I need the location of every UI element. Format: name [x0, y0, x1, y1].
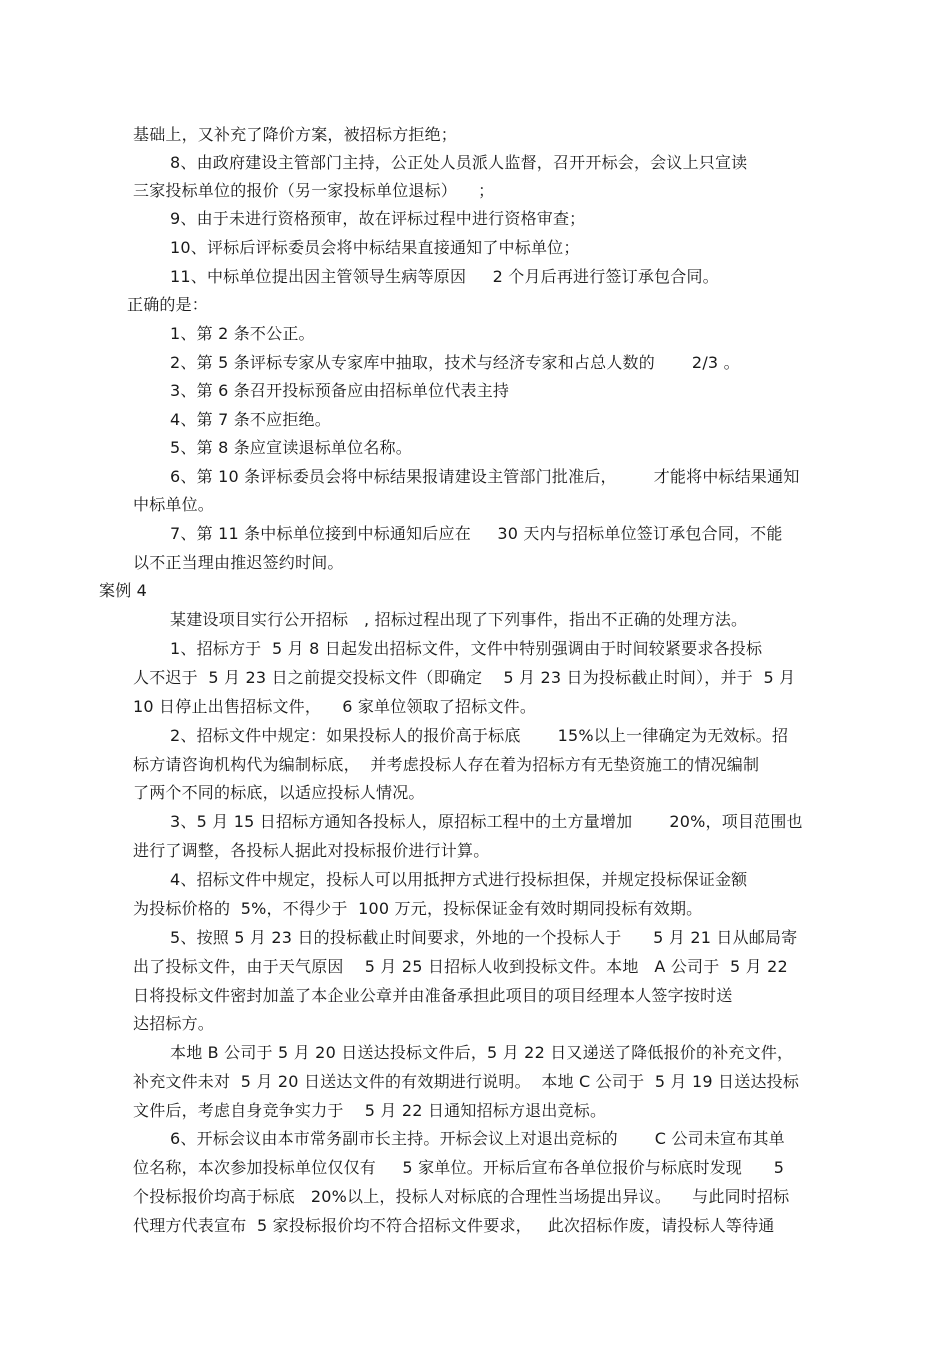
text-line: 基础上，又补充了降价方案，被招标方拒绝； — [133, 125, 458, 144]
text-line: 4、第 7 条不应拒绝。 — [170, 410, 331, 429]
text-line: 进行了调整，各投标人据此对投标报价进行计算。 — [133, 841, 490, 860]
text-line: 标方请咨询机构代为编制标底， 并考虑投标人存在着为招标方有无垫资施工的情况编制 — [133, 755, 760, 774]
text-line: 9、由于未进行资格预审，故在评标过程中进行资格审查； — [170, 209, 586, 228]
text-line: 8、由政府建设主管部门主持，公正处人员派人监督，召开开标会，会议上只宣读 — [170, 153, 748, 172]
text-line: 日将投标文件密封加盖了本企业公章并由准备承担此项目的项目经理本人签字按时送 — [133, 986, 733, 1005]
section-heading: 案例 4 — [99, 581, 148, 600]
text-line: 代理方代表宣布 5 家投标报价均不符合招标文件要求， 此次招标作废，请投标人等待通 — [133, 1216, 775, 1235]
text-line: 1、第 2 条不公正。 — [170, 324, 315, 343]
text-line: 人不迟于 5 月 23 日之前提交投标文件（即确定 5 月 23 日为投标截止时间），并于 5 月 — [133, 668, 796, 687]
text-line: 达招标方。 — [133, 1014, 215, 1033]
text-line: 个投标报价均高于标底 20%以上，投标人对标底的合理性当场提出异议。 与此同时招标 — [133, 1187, 790, 1206]
text-line: 出了投标文件，由于天气原因 5 月 25 日招标人收到投标文件。本地 A 公司于 5 月 22 — [133, 957, 788, 976]
text-line: 10、评标后评标委员会将中标结果直接通知了中标单位； — [170, 238, 580, 257]
text-line: 以不正当理由推迟签约时间。 — [133, 553, 344, 572]
text-line: 中标单位。 — [133, 495, 215, 514]
text-line: 三家投标单位的报价（另一家投标单位退标） ； — [133, 181, 495, 200]
text-line: 11、中标单位提出因主管领导生病等原因 2 个月后再进行签订承包合同。 — [170, 267, 719, 286]
text-line: 1、招标方于 5 月 8 日起发出招标文件，文件中特别强调由于时间较紧要求各投标 — [170, 639, 763, 658]
text-line: 5、按照 5 月 23 日的投标截止时间要求，外地的一个投标人于 5 月 21 日从邮局寄 — [170, 928, 798, 947]
text-line: 5、第 8 条应宣读退标单位名称。 — [170, 438, 412, 457]
text-line: 文件后，考虑自身竞争实力于 5 月 22 日通知招标方退出竞标。 — [133, 1101, 607, 1120]
text-line: 3、第 6 条召开投标预备应由招标单位代表主持 — [170, 381, 510, 400]
text-line: 某建设项目实行公开招标 , 招标过程出现了下列事件，指出不正确的处理方法。 — [170, 610, 748, 629]
text-line: 补充文件未对 5 月 20 日送达文件的有效期进行说明。 本地 C 公司于 5 月 19 日送达投标 — [133, 1072, 800, 1091]
text-line: 了两个不同的标底，以适应投标人情况。 — [133, 783, 425, 802]
text-line: 2、招标文件中规定：如果投标人的报价高于标底 15%以上一律确定为无效标。招 — [170, 726, 789, 745]
text-line: 位名称，本次参加投标单位仅仅有 5 家单位。开标后宣布各单位报价与标底时发现 5 — [133, 1158, 785, 1177]
text-line: 本地 B 公司于 5 月 20 日送达投标文件后，5 月 22 日又递送了降低报价的补充文件， — [170, 1043, 794, 1062]
text-line: 2、第 5 条评标专家从专家库中抽取，技术与经济专家和占总人数的 2/3 。 — [170, 353, 740, 372]
text-line: 7、第 11 条中标单位接到中标通知后应在 30 天内与招标单位签订承包合同，不能 — [170, 524, 783, 543]
text-line: 为投标价格的 5%，不得少于 100 万元，投标保证金有效时期同投标有效期。 — [133, 899, 703, 918]
text-line: 6、开标会议由本市常务副市长主持。开标会议上对退出竞标的 C 公司未宣布其单 — [170, 1129, 785, 1148]
text-line: 正确的是： — [127, 295, 209, 314]
text-line: 3、5 月 15 日招标方通知各投标人，原招标工程中的土方量增加 20%，项目范围也 — [170, 812, 803, 831]
text-line: 4、招标文件中规定，投标人可以用抵押方式进行投标担保，并规定投标保证金额 — [170, 870, 748, 889]
text-line: 10 日停止出售招标文件， 6 家单位领取了招标文件。 — [133, 697, 537, 716]
text-line: 6、第 10 条评标委员会将中标结果报请建设主管部门批准后， 才能将中标结果通知 — [170, 467, 800, 486]
